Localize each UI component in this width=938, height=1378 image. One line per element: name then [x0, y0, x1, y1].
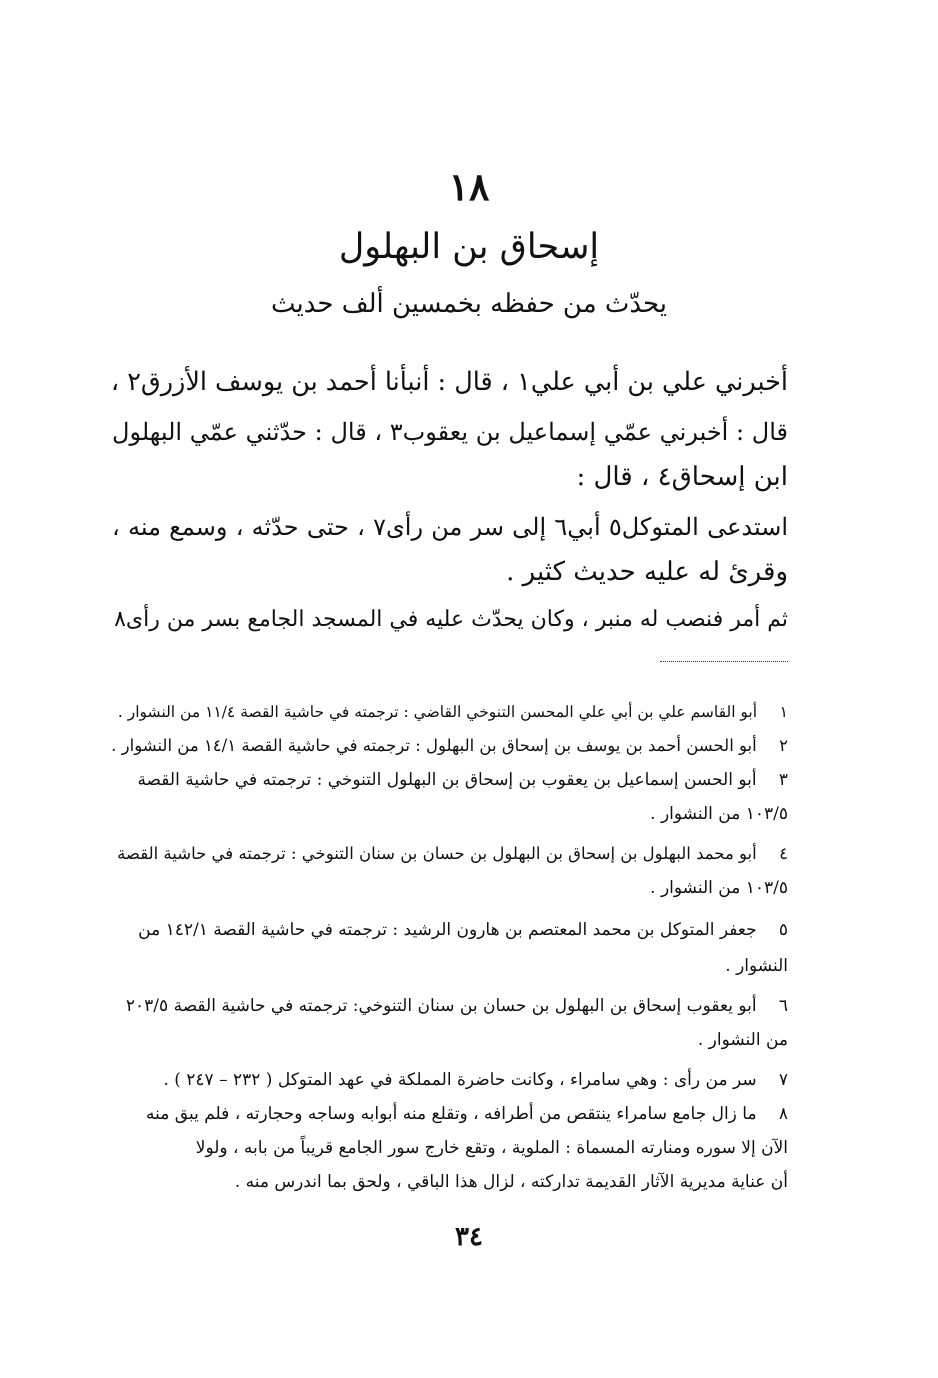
body-line: ثم أمر فنصب له منبر ، وكان يحدّث عليه في المسجد الجامع بسر من رأى٨	[114, 607, 788, 632]
footnote-number: ٢	[779, 736, 788, 755]
footnote-text: أبو القاسم علي بن أبي علي المحسن التنوخي القاضي : ترجمته في حاشية القصة ١١/٤ من النشوار .	[117, 703, 758, 721]
footnote-text: ما زال جامع سامراء ينتقص من أطرافه ، وتقلع منه أبوابه وساجه وحجارته ، فلم يبق منه	[146, 1104, 757, 1124]
story-title: إسحاق بن البهلول	[338, 227, 600, 267]
footnote-1	[112, 698, 788, 726]
footnote-2	[112, 732, 788, 760]
footnote-number: ٥	[778, 920, 788, 940]
story-number: ١٨	[448, 164, 490, 209]
footnote-text: أبو الحسن إسماعيل بن يعقوب بن إسحاق بن البهلول التنوخي : ترجمته في حاشية القصة	[137, 770, 757, 790]
body-line: وقرئ له عليه حديث كثير .	[506, 557, 788, 587]
story-subtitle: يحدّث من حفظه بخمسين ألف حديث	[270, 289, 668, 319]
body-line: ابن إسحاق٤ ، قال :	[576, 462, 788, 492]
footnote-6-continuation: من النشوار .	[697, 1030, 788, 1050]
footnote-8	[112, 1100, 788, 1128]
footnote-text: أبو الحسن أحمد بن يوسف بن إسحاق بن البهلول : ترجمته في حاشية القصة ١٤/١ من النشوار .	[111, 736, 757, 755]
body-line: أخبرني علي بن أبي علي١ ، قال : أنبأنا أحمد بن يوسف الأزرق٢ ،	[110, 367, 788, 397]
footnote-text: أبو محمد البهلول بن إسحاق بن البهلول بن حسان بن سنان التنوخي : ترجمته في حاشية القصة	[117, 844, 757, 863]
footnote-text: أبو يعقوب إسحاق بن البهلول بن حسان بن سنان التنوخي: ترجمته في حاشية القصة ٢٠٣/٥	[125, 996, 757, 1016]
body-line: استدعى المتوكل٥ أبي٦ إلى سر من رأى٧ ، حتى حدّثه ، وسمع منه ،	[112, 513, 789, 541]
footnote-5	[112, 916, 788, 944]
footnote-divider	[660, 661, 788, 662]
body-line: قال : أخبرني عمّي إسماعيل بن يعقوب٣ ، قال : حدّثني عمّي البهلول	[112, 418, 788, 446]
page-number: ٣٤	[455, 1222, 483, 1252]
footnote-6	[112, 992, 788, 1020]
footnote-5-continuation: النشوار .	[725, 956, 788, 976]
footnote-8-continuation: الآن إلا سوره ومنارته المسماة : الملوية ، وتقع خارج سور الجامع قريباً من بابه ، ولولا	[195, 1138, 788, 1158]
footnote-3	[112, 766, 788, 794]
footnote-number: ٨	[778, 1104, 788, 1124]
footnote-8-continuation: أن عناية مديرية الآثار القديمة تداركته ، لزال هذا الباقي ، ولحق بما اندرس منه .	[234, 1172, 788, 1192]
footnote-3-continuation: ١٠٣/٥ من النشوار .	[650, 804, 788, 824]
footnote-number: ١	[779, 703, 788, 721]
footnote-number: ٦	[778, 996, 788, 1016]
footnote-4-continuation: ١٠٣/٥ من النشوار .	[650, 878, 788, 898]
footnote-text: سر من رأى : وهي سامراء ، وكانت حاضرة المملكة في عهد المتوكل ( ٢٣٢ – ٢٤٧ ) .	[163, 1070, 757, 1090]
footnote-number: ٣	[778, 770, 788, 790]
footnote-text: جعفر المتوكل بن محمد المعتصم بن هارون الرشيد : ترجمته في حاشية القصة ١٤٢/١ من	[138, 920, 757, 940]
footnote-number: ٧	[778, 1070, 788, 1090]
footnote-4	[112, 840, 788, 868]
footnote-number: ٤	[779, 844, 788, 863]
footnote-7	[112, 1066, 788, 1094]
